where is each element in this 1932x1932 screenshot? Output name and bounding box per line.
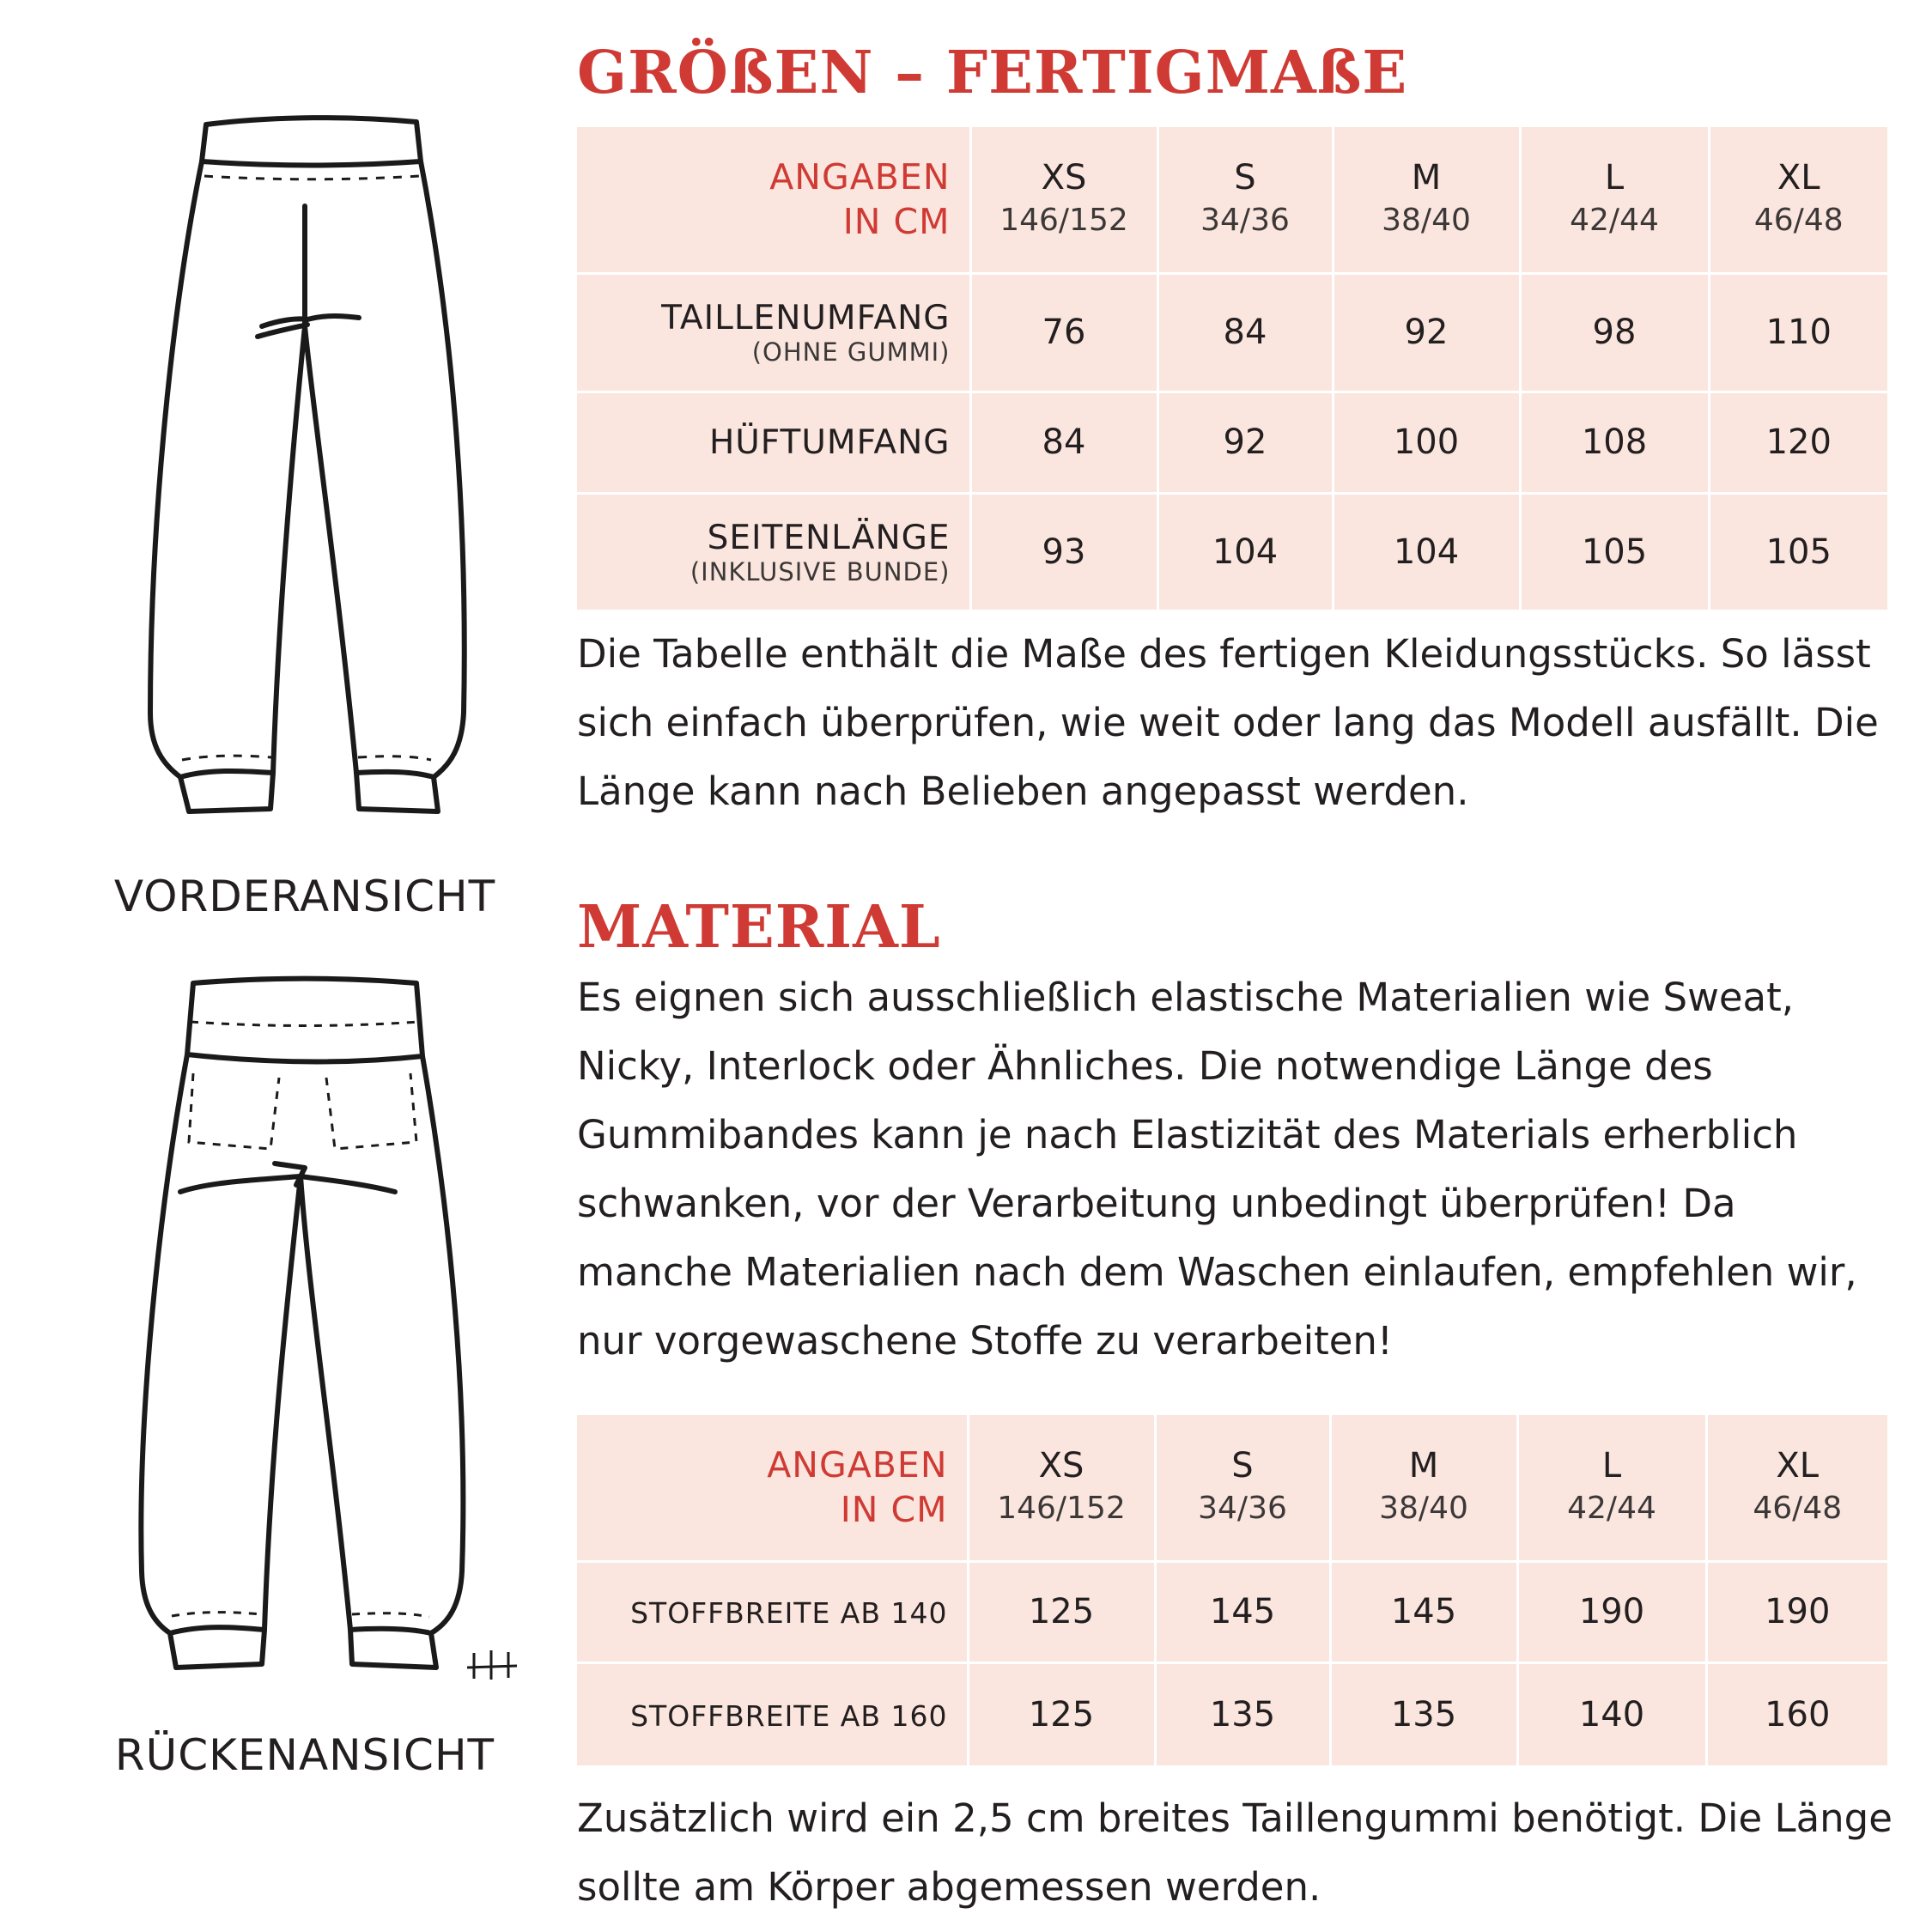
front-view-label: VORDERANSICHT xyxy=(113,872,496,921)
size-numbers: 46/48 xyxy=(1753,203,1844,239)
table-cell: 84 xyxy=(1157,273,1333,392)
table-cell: 93 xyxy=(970,493,1157,610)
table-header-line2: IN CM xyxy=(840,1489,948,1531)
table-cell: 98 xyxy=(1520,273,1709,392)
table-cell: 104 xyxy=(1157,493,1333,610)
size-label: XL xyxy=(1777,158,1820,198)
size-column-xl xyxy=(1706,1415,1887,1561)
table-cell: 190 xyxy=(1706,1561,1887,1662)
size-label: S xyxy=(1231,1446,1254,1486)
table-cell: 160 xyxy=(1765,1694,1831,1735)
row-label-cell xyxy=(577,392,970,493)
material-table-header-cell xyxy=(577,1415,968,1561)
size-numbers: 42/44 xyxy=(1570,203,1659,239)
size-numbers: 46/48 xyxy=(1753,1491,1843,1527)
table-cell: 92 xyxy=(1333,273,1520,392)
sizes-heading: GRÖßEN – FERTIGMAßE xyxy=(577,39,1408,107)
size-numbers: 146/152 xyxy=(997,1491,1126,1527)
size-column-m xyxy=(1333,127,1520,273)
material-heading: MATERIAL xyxy=(577,893,941,962)
table-cell: 105 xyxy=(1765,532,1832,572)
material-table xyxy=(577,1415,1887,1765)
table-row xyxy=(577,1561,1887,1662)
size-label: M xyxy=(1408,1446,1439,1486)
row-note: (OHNE GUMMI) xyxy=(751,337,951,367)
sizes-table xyxy=(577,127,1887,610)
table-cell: 100 xyxy=(1333,392,1520,493)
size-column-l xyxy=(1517,1415,1706,1561)
row-label: HÜFTUMFANG xyxy=(708,423,951,462)
size-column-xs xyxy=(970,127,1157,273)
material-table-header-row xyxy=(577,1415,1887,1561)
row-label: STOFFBREITE AB 140 xyxy=(630,1596,948,1630)
size-column-xs xyxy=(968,1415,1155,1561)
size-numbers: 42/44 xyxy=(1567,1491,1656,1527)
footer-text: Zusätzlich wird ein 2,5 cm breites Taillengummi benötigt. Die Länge sollte am Körper abgemessen werden. xyxy=(577,1795,1893,1910)
table-header-line2: IN CM xyxy=(842,201,951,243)
table-row xyxy=(577,493,1887,610)
table-cell: 135 xyxy=(1330,1662,1517,1765)
size-numbers: 34/36 xyxy=(1200,203,1290,239)
table-cell: 92 xyxy=(1157,392,1333,493)
table-cell: 125 xyxy=(968,1662,1155,1765)
table-cell: 120 xyxy=(1709,392,1887,493)
size-label: L xyxy=(1601,1446,1622,1486)
front-view-illustration xyxy=(129,112,489,824)
table-cell: 125 xyxy=(968,1561,1155,1662)
size-label: S xyxy=(1234,158,1256,198)
back-view-label: RÜCKENANSICHT xyxy=(114,1730,495,1780)
table-cell: 104 xyxy=(1333,493,1520,610)
size-column-m xyxy=(1330,1415,1517,1561)
back-view-illustration xyxy=(120,970,524,1683)
size-numbers: 146/152 xyxy=(999,203,1128,239)
row-label: SEITENLÄNGE xyxy=(707,518,951,557)
size-column-xl xyxy=(1709,127,1887,273)
table-cell: 84 xyxy=(970,392,1157,493)
signature-mark xyxy=(467,1650,517,1680)
size-column-l xyxy=(1520,127,1709,273)
size-column-s xyxy=(1157,127,1333,273)
table-cell: 105 xyxy=(1520,493,1709,610)
size-numbers: 34/36 xyxy=(1198,1491,1287,1527)
table-cell: 190 xyxy=(1517,1561,1706,1662)
table-cell: 145 xyxy=(1330,1561,1517,1662)
material-description: Es eignen sich ausschließlich elastische Materialien wie Sweat, Nicky, Interlock oder Ähnliches. Die notwendige Länge des Gummibandes kann je nach Elastizität des Materials erherblich schwanken, vor der Verarbeitung unbedingt überprüfen! Da manche Materialien nach dem Waschen einlaufen, empfehlen wir, nur vorgewaschene Stoffe zu verarbeiten! xyxy=(577,975,1857,1364)
table-cell: 110 xyxy=(1709,273,1887,392)
back-pants-drawing xyxy=(120,970,524,1683)
size-numbers: 38/40 xyxy=(1382,203,1471,239)
row-label-cell xyxy=(577,1662,968,1765)
table-row xyxy=(577,392,1887,493)
table-cell: 145 xyxy=(1155,1561,1330,1662)
sizes-table-header-row xyxy=(577,127,1887,273)
row-label: STOFFBREITE AB 160 xyxy=(630,1698,948,1733)
size-numbers: 38/40 xyxy=(1379,1491,1468,1527)
sizes-table-header-cell xyxy=(577,127,970,273)
sizes-description: Die Tabelle enthält die Maße des fertigen Kleidungsstücks. So lässt sich einfach überprüfen, wie weit oder lang das Modell ausfällt. Die Länge kann nach Belieben angepasst werden. xyxy=(577,631,1879,814)
row-label-cell xyxy=(577,1561,968,1662)
table-header-line1: ANGABEN xyxy=(769,156,951,198)
row-label-cell xyxy=(577,273,970,392)
table-cell: 140 xyxy=(1517,1662,1706,1765)
size-label: XS xyxy=(1038,1446,1084,1486)
front-pants-drawing xyxy=(129,112,489,824)
table-row xyxy=(577,1662,1887,1765)
table-cell: 76 xyxy=(970,273,1157,392)
row-note: (INKLUSIVE BUNDE) xyxy=(690,556,951,586)
table-header-line1: ANGABEN xyxy=(767,1444,948,1486)
size-label: XL xyxy=(1776,1446,1820,1486)
table-cell: 108 xyxy=(1520,392,1709,493)
table-row xyxy=(577,273,1887,392)
table-cell: 135 xyxy=(1155,1662,1330,1765)
row-label-cell xyxy=(577,493,970,610)
size-column-s xyxy=(1155,1415,1330,1561)
row-label: TAILLENUMFANG xyxy=(661,299,951,337)
size-label: L xyxy=(1604,158,1625,198)
size-label: XS xyxy=(1041,158,1087,198)
size-label: M xyxy=(1411,158,1442,198)
